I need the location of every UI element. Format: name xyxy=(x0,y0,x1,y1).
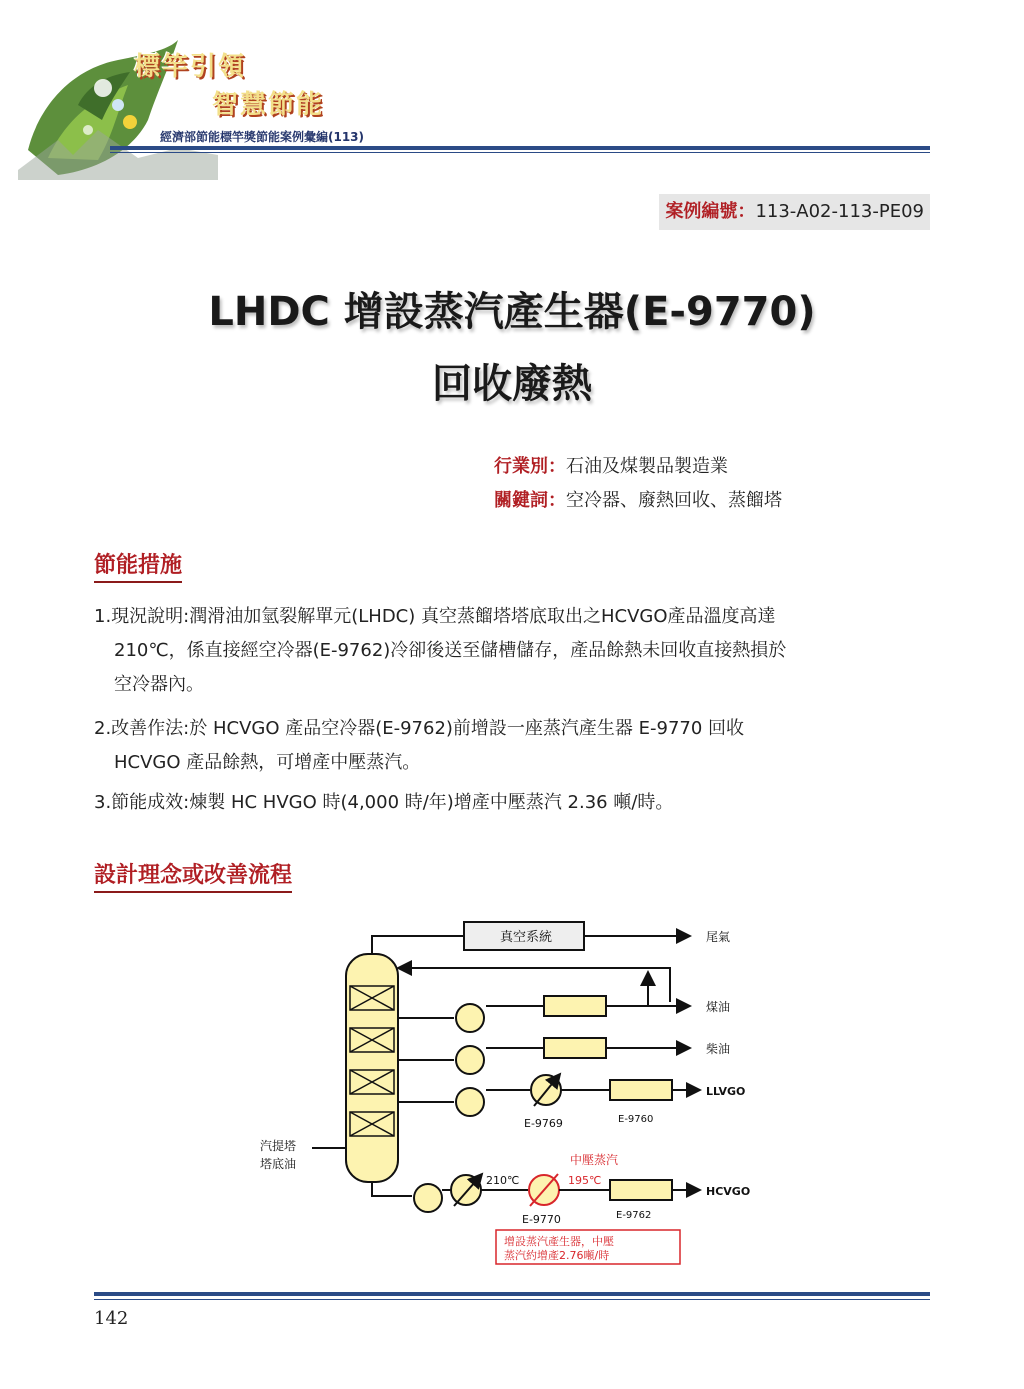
label-note-line1: 增設蒸汽產生器，中壓 xyxy=(504,1235,614,1248)
page-number: 142 xyxy=(94,1308,129,1329)
measure-item-2-line2: HCVGO 產品餘熱，可增產中壓蒸汽。 xyxy=(114,752,421,773)
label-temp-out: 195℃ xyxy=(568,1174,602,1187)
case-number-label: 案例編號： xyxy=(665,201,756,222)
pump-diesel xyxy=(456,1046,484,1074)
label-kerosene: 煤油 xyxy=(706,1000,731,1014)
industry-value: 石油及煤製品製造業 xyxy=(566,456,728,477)
measure-item-3 xyxy=(94,786,930,820)
measure-item-2 xyxy=(94,712,930,780)
label-feed-line1: 汽提塔 xyxy=(260,1139,297,1153)
industry-row xyxy=(494,452,728,478)
case-number-value: 113-A02-113-PE09 xyxy=(755,201,924,222)
label-e9769: E-9769 xyxy=(524,1117,563,1130)
measure-item-1-line2: 210℃，係直接經空冷器(E-9762)冷卻後送至儲槽儲存，產品餘熱未回收直接熱損於 xyxy=(114,640,787,661)
label-note-line2: 蒸汽約增產2.76噸/時 xyxy=(504,1249,610,1262)
footer-rule xyxy=(94,1292,930,1296)
logo-title-line1: 標竿引領 xyxy=(134,52,247,82)
keywords-row xyxy=(494,486,782,512)
measure-item-1-line1: 1.現況說明:潤滑油加氫裂解單元(LHDC) 真空蒸餾塔塔底取出之HCVGO產品溫度高達 xyxy=(94,606,776,627)
measure-item-1 xyxy=(94,600,930,702)
page-title-line2: 回收廢熱 xyxy=(432,361,592,407)
industry-label: 行業別： xyxy=(494,456,566,477)
pump-kerosene xyxy=(456,1004,484,1032)
header-rule xyxy=(110,146,930,150)
label-llvgo: LLVGO xyxy=(706,1085,746,1098)
label-vacuum-system: 真空系統 xyxy=(500,930,553,945)
section-heading-design: 設計理念或改善流程 xyxy=(94,858,292,893)
label-diesel: 柴油 xyxy=(706,1042,731,1056)
cooler-diesel xyxy=(544,1038,606,1058)
label-temp-in: 210℃ xyxy=(486,1174,520,1187)
keywords-value: 空冷器、廢熱回收、蒸餾塔 xyxy=(566,490,782,511)
label-mp-steam: 中壓蒸汽 xyxy=(570,1153,619,1167)
pump-llvgo xyxy=(456,1088,484,1116)
logo-title-line2: 智慧節能 xyxy=(212,90,325,120)
case-number-box xyxy=(659,194,930,230)
cooler-e9762 xyxy=(610,1180,672,1200)
process-flow-svg xyxy=(238,912,788,1268)
label-tail-gas: 尾氣 xyxy=(706,930,731,944)
page-title-line1: LHDC 增設蒸汽產生器(E-9770) xyxy=(208,289,816,335)
measure-item-1-line3: 空冷器內。 xyxy=(114,674,204,695)
measure-item-3-line1: 3.節能成效:煉製 HC HVGO 時(4,000 時/年)增產中壓蒸汽 2.36 噸/時。 xyxy=(94,792,674,813)
label-e9760: E-9760 xyxy=(618,1114,654,1125)
section-heading-measures: 節能措施 xyxy=(94,548,182,583)
measure-item-2-line1: 2.改善作法:於 HCVGO 產品空冷器(E-9762)前增設一座蒸汽產生器 E-9770 回收 xyxy=(94,718,745,739)
cooler-kerosene xyxy=(544,996,606,1016)
header-rule-thin xyxy=(110,152,930,153)
label-e9770: E-9770 xyxy=(522,1213,561,1226)
keywords-label: 關鍵詞： xyxy=(494,490,566,511)
cooler-e9760 xyxy=(610,1080,672,1100)
label-e9762: E-9762 xyxy=(616,1210,652,1221)
label-feed-line2: 塔底油 xyxy=(260,1157,297,1171)
header-subtitle: 經濟部節能標竿獎節能案例彙編(113) xyxy=(160,130,365,144)
pump-hcvgo xyxy=(414,1184,442,1212)
process-flow-diagram xyxy=(238,912,788,1268)
label-hcvgo: HCVGO xyxy=(706,1185,751,1198)
footer-rule-thin xyxy=(94,1299,930,1300)
